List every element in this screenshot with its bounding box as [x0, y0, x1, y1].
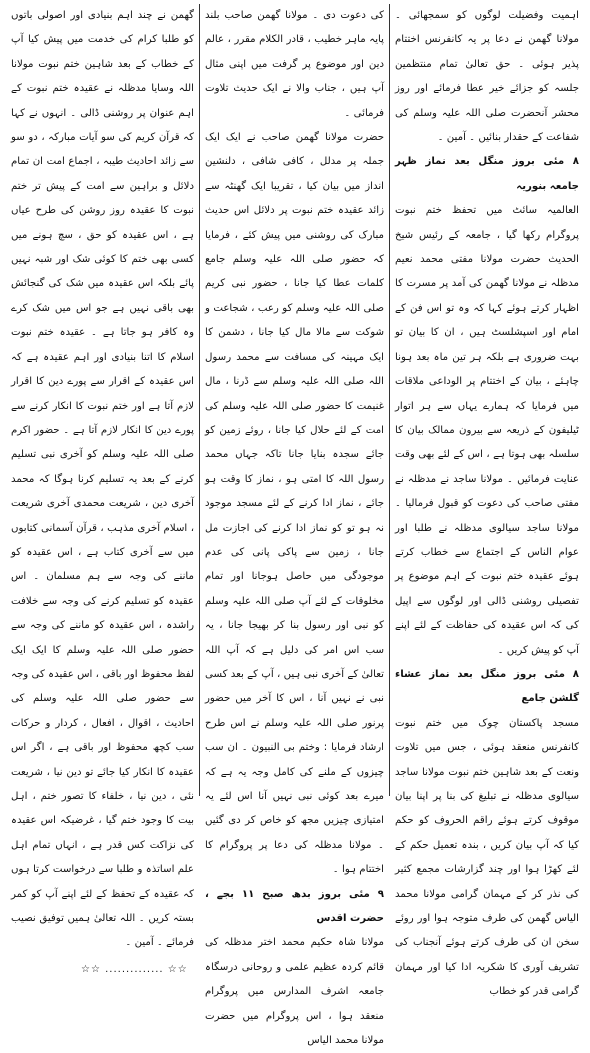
column-middle [199, 4, 389, 1047]
paragraph: العالمیہ سائٹ میں تحفظ ختم نبوت پروگرام رکھا گیا ، جامعہ کے رئیس شیخ الحدیث حضرت مولانا مفتی محمد نعیم مدظلہ نے مولانا گھمن کی آمد پر مسرت کا اظہار کرتے ہوئے کہا کہ وہ تو اس فن کے امام اور اسپشلسٹ ہیں ، ان کا بیان تو بہت ضروری ہے بلکہ ہر تین ماہ بعد ہونا چاہئے ، بیان کے اختتام پر الوداعی ملاقات میں فرمایا کہ ہمارے یہاں سے ہر اتوار ٹیلیفون کے ذریعہ سے بیرون ممالک بیان کا سلسلہ بھی ہوتا ہے ، اس کے لئے بھی وقت عنایت فرمائیں ۔ مولانا ساجد نے مدظلہ نے مفتی صاحب کی دعوت کو قبول فرمالیا ۔ مولانا ساجد سیالوی مدظلہ نے طلبا اور عوام الناس کے اجتماع سے خطاب کرتے ہوئے عقیدہ ختم نبوت کے اہم موضوع پر تفصیلی روشنی ڈالی اور لوگوں سے اپیل کی کہ اس عقیدہ کی حفاظت کے لئے اپنے آپ کو پیش کریں ۔ [395, 205, 579, 656]
section-heading: ۸ مئی بروز منگل بعد نماز عشاء گلشن جامع [395, 668, 579, 705]
paragraph: مولانا شاہ حکیم محمد اختر مدظلہ کی قائم کردہ عظیم علمی و روحانی درسگاہ جامعہ اشرف المدارس میں پروگرام منعقد ہوا ، اس پروگرام میں حضرت مولانا محمد الیاس [205, 937, 384, 1047]
section-heading: ۹ مئی بروز بدھ صبح ۱۱ بجے ، حضرت اقدس [205, 888, 384, 925]
column-left [6, 4, 199, 975]
paragraph: مسجد پاکستان چوک میں ختم نبوت کانفرنس منعقد ہوئی ، جس میں تلاوت ونعت کے بعد شاہین ختم نبوت مولانا ساجد سیالوی مدظلہ نے تبلیغ کی بنا پر اپنا بیان موقوف کرتے ہوئے راقم الحروف کو حکم کیا کہ آپ بیان کریں ، بندہ تعمیل حکم کے لئے کھڑا ہوا اور چند گزارشات مجمع کثیر کی نذر کر کے مہمان گرامی مولانا محمد الیاس گھمن کی طرف متوجہ ہوا اور روئے سخن ان کی طرف کرتے ہوئے آنجناب کی تشریف آوری کا شکریہ ادا کیا اور مہمان گرامی قدر کو خطاب [395, 717, 579, 998]
paragraph: اہمیت وفضیلت لوگوں کو سمجھائی ۔ مولانا گھمن نے دعا پر یہ کانفرنس اختتام پذیر ہوئی ۔ حق تعالیٰ تمام منتظمین جلسہ کو جزائے خیر عطا فرمائے اور روز محشر آنحضرت صلی اللہ علیہ وسلم کی شفاعت کے حقدار بنائیں ۔ آمین ۔ [395, 10, 579, 144]
footer-stars: ☆☆ .............. ☆☆ [81, 963, 188, 975]
section-heading: ۸ مئی بروز منگل بعد نماز ظہر جامعہ بنوریہ [395, 156, 579, 192]
paragraph: گھمن نے چند اہم بنیادی اور اصولی باتوں کو طلبا کرام کی خدمت میں پیش کیا آپ کے خطاب کے بعد شاہین ختم نبوت مولانا اللہ وسایا مدظلہ نے عقیدہ ختم نبوت کے اہم عنوان پر روشنی ڈالی ۔ انہوں نے کہا کہ قرآن کریم کی سو آیات مبارکہ ، دو سو سے زائد احادیث طیبہ ، اجماع امت ان تمام دلائل و براہین سے امت کے پیش تر ختم نبوت کا عقیدہ روز روشن کی طرح عیاں ہے ، اس عقیدہ کو حق ، سچ ہونے میں کسی بھی ختم کا کوئی شک اور شبہ نہیں پائے بلکہ اس عقیدہ میں شک کی گنجائش بھی باقی نہیں ہے جو اس میں شک کرے وہ کافر ہو جاتا ہے ۔ عقیدہ ختم نبوت اسلام کا اتنا بنیادی اور اہم عقیدہ ہے کہ اس عقیدہ کے اقرار سے پورے دین کا اقرار لازم آتا ہے اور ختم نبوت کا انکار کرنے سے پورے دین کا انکار لازم آتا ہے ۔ حضور اکرم صلی اللہ علیہ وسلم کو آخری نبی تسلیم کرنے کے بعد یہ تسلیم کرنا ہوگا کہ محمد آخری دین ، شریعت محمدی آخری شریعت ، اسلام آخری مذہب ، قرآن آسمانی کتابوں میں سے آخری کتاب ہے ، اس عقیدہ کو ماننے کی وجہ سے ہم مسلمان ۔ اس عقیدہ کو تسلیم کرنے کی وجہ سے خلافت راشدہ ، اس عقیدہ کو ماننے کی وجہ سے حضور صلی اللہ علیہ وسلم کا ایک ایک لفظ محفوظ اور باقی ، اس عقیدہ کی وجہ سے حضور صلی اللہ علیہ وسلم کی احادیث ، اقوال ، افعال ، کردار و حرکات سب کچھ محفوظ اور باقی ہے ، اگر اس عقیدہ کا انکار کیا جائے تو دین نیا ، شریعت نئی ، دین نیا ، خلفاء کا تصور ختم ، اہل بیت کا وجود ختم گیا ، غرضیکہ اس عقیدہ کی نزاکت کس قدر ہے ، انہاں تمام اہل علم اساتذہ و طلبا سے درخواست کرتا ہوں کہ عقیدہ کے تحفظ کے لئے اپنے آپ کو کمر بستہ کریں ۔ اللہ تعالیٰ ہمیں توفیق نصیب فرمائے ۔ آمین ۔ [11, 10, 194, 949]
column-right [389, 4, 584, 998]
paragraph: حضرت مولانا گھمن صاحب نے ایک ایک جملہ پر مدلل ، کافی شافی ، دلنشین انداز میں بیان کیا ، تقریبا ایک گھنٹہ سے زائد عقیدہ ختم نبوت پر دلائل اس حدیث مبارک کی روشنی میں پیش کئے ، فرمایا کہ حضور صلی اللہ علیہ وسلم جامع کلمات عطا کیا جانا ، حضور نبی کریم صلی اللہ علیہ وسلم کو رعب ، شجاعت و شوکت سے مالا مال کیا جانا ، دشمن کا ایک مہینہ کی مسافت سے محمد رسول اللہ صلی اللہ علیہ وسلم سے ڈرنا ، مال غنیمت کا حضور صلی اللہ علیہ وسلم کی امت کے لئے حلال کیا جانا ، روئے زمین کو جائے سجدہ بنایا جانا تاکہ جہاں محمد رسول اللہ کا امتی ہو ، نماز کا وقت ہو جائے ، نماز ادا کرنے کے لئے مسجد موجود نہ ہو تو کو نماز ادا کرنے کی اجازت مل جانا ، زمین سے پاکی پانی کی عدم موجودگی میں حاصل ہوجانا اور تمام مخلوقات کے لئے آپ صلی اللہ علیہ وسلم کو نبی اور رسول بنا کر بھیجا جانا ، یہ سب اس امر کی دلیل ہے کہ آپ اللہ تعالیٰ کے آخری نبی ہیں ، آپ کے بعد کسی نبی نے نہیں آنا ، اس کا آخر میں حضور پرنور صلی اللہ علیہ وسلم نے اس طرح ارشاد فرمایا : وختم بی النبیون ۔ ان سب چیزوں کے ملنے کی کامل وجہ یہ ہے کہ میرے بعد کوئی نبی نہیں آنا اس لئے یہ امتیازی چیزیں مجھ کو خاص کر دی گئیں ۔ مولانا مدظلہ کی دعا پر پروگرام کا اختتام ہوا ۔ [205, 132, 384, 876]
paragraph: کی دعوت دی ۔ مولانا گھمن صاحب بلند پایہ ماہر خطیب ، قادر الکلام مقرر ، عالم دین اور موضوع پر گرفت میں اپنی مثال آپ ہیں ، جناب والا نے ایک حدیث تلاوت فرمائی ۔ [205, 10, 384, 119]
